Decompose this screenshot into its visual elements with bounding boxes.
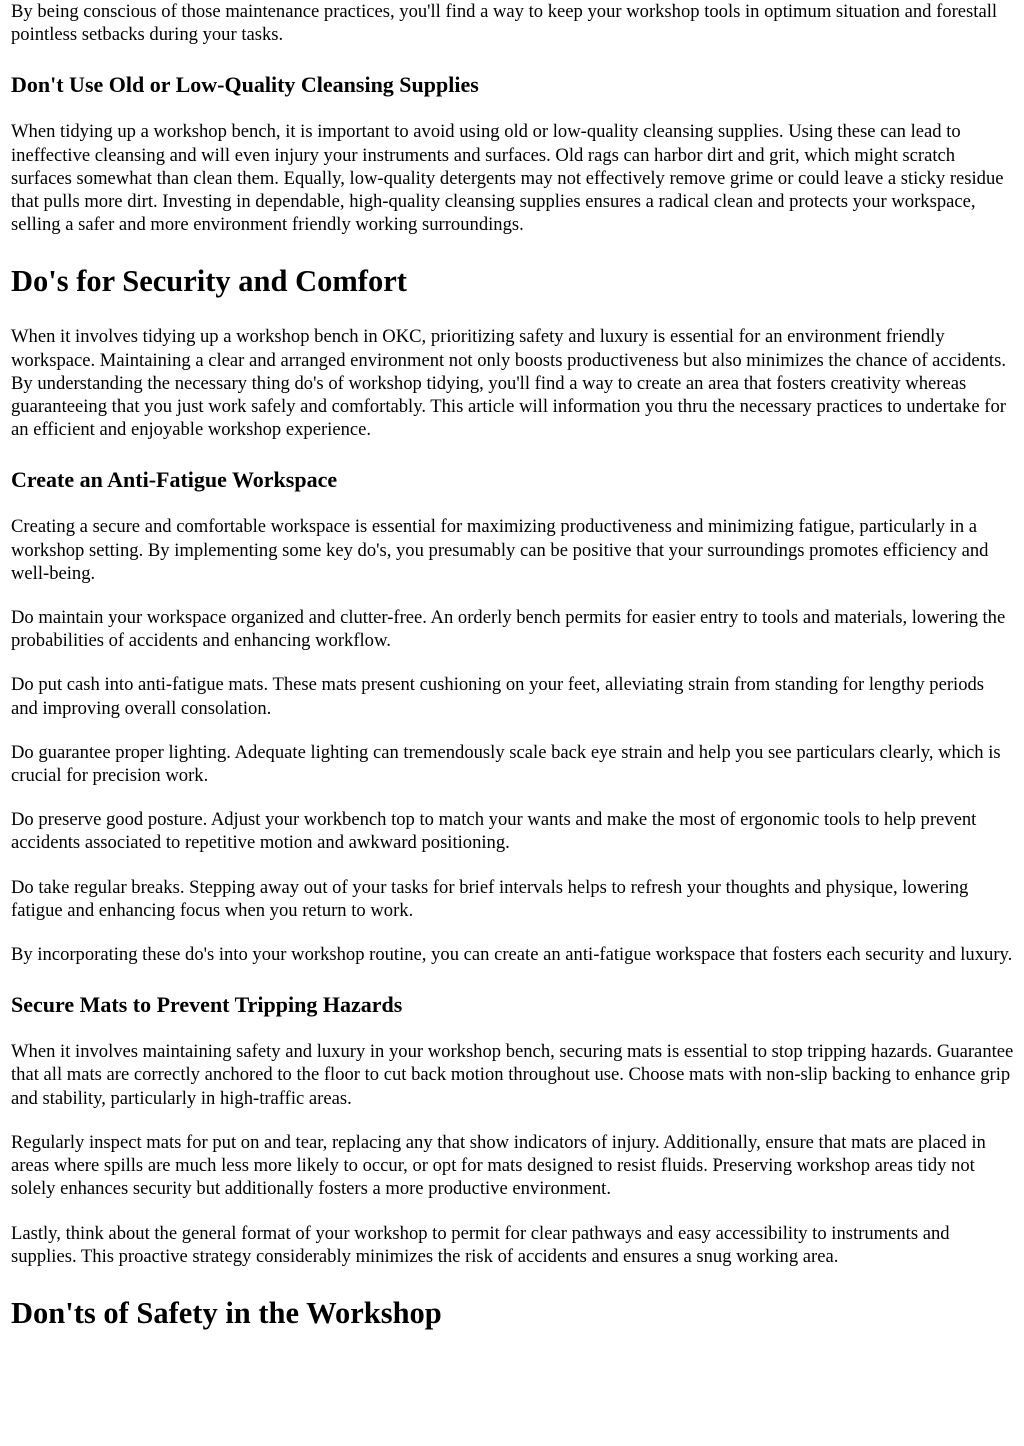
paragraph-anti-fatigue-conclusion: By incorporating these do's into your workshop routine, you can create an anti-fatigue workspace that fosters each security and luxury. [11, 944, 1013, 966]
paragraph-anti-fatigue-intro: Creating a secure and comfortable workspace is essential for maximizing productiveness and minimizing fatigue, particularly in a workshop setting. By implementing some key do's, you presumably can be positive that your surroundings promotes efficiency and well-being. [11, 516, 989, 584]
paragraph-regular-breaks: Do take regular breaks. Stepping away out of your tasks for brief intervals helps to refresh your thoughts and physique, lowering fatigue and enhancing focus when you return to work. [11, 876, 969, 921]
heading-anti-fatigue-workspace: Create an Anti-Fatigue Workspace [11, 467, 338, 493]
paragraph-securing-mats: When it involves maintaining safety and luxury in your workshop bench, securing mats is essential to stop tripping hazards. Guarantee that all mats are correctly anchored to the floor to cut back motion throughout use. Choose mats with non-slip backing to enhance grip and stability, particularly in high-traffic areas. [11, 1041, 1014, 1109]
heading-old-cleansing-supplies: Don't Use Old or Low-Quality Cleansing Supplies [11, 72, 479, 98]
paragraph-maintenance-conclusion: By being conscious of those maintenance practices, you'll find a way to keep your workshop tools in optimum situation and forestall pointless setbacks during your tasks. [11, 1, 998, 46]
paragraph-anti-fatigue-mats: Do put cash into anti-fatigue mats. These mats present cushioning on your feet, alleviating strain from standing for lengthy periods and improving overall consolation. [11, 674, 985, 719]
paragraph-proper-lighting: Do guarantee proper lighting. Adequate lighting can tremendously scale back eye strain and help you see particulars clearly, which is crucial for precision work. [11, 741, 1001, 787]
paragraph-organized-workspace: Do maintain your workspace organized and clutter-free. An orderly bench permits for easier entry to tools and materials, lowering the probabilities of accidents and enhancing workflow. [11, 607, 1006, 652]
paragraph-cleansing-supplies: When tidying up a workshop bench, it is important to avoid using old or low-quality cleansing supplies. Using these can lead to ineffective cleansing and will even injury your instruments and surfaces. Old rags can harbor dirt and grit, which might scratch surfaces somewhat than clean them. Equally, low-quality detergents may not effectively remove grime or could leave a sticky residue that pulls more dirt. Investing in dependable, high-quality cleansing supplies ensures a radical clean and protects your workspace, selling a safer and more environment friendly working surroundings. [11, 121, 1004, 236]
paragraph-good-posture: Do preserve good posture. Adjust your workbench top to match your wants and make the most of ergonomic tools to help prevent accidents associated to repetitive motion and awkward positioning. [11, 809, 977, 854]
paragraph-workshop-format: Lastly, think about the general format of your workshop to permit for clear pathways and easy accessibility to instruments and supplies. This proactive strategy considerably minimizes the risk of accidents and ensures a snug working area. [11, 1222, 950, 1267]
heading-dos-security-comfort: Do's for Security and Comfort [11, 264, 407, 299]
paragraph-inspect-mats: Regularly inspect mats for put on and tear, replacing any that show indicators of injury. Additionally, ensure that mats are placed in areas where spills are much less more likely to occur, or opt for mats designed to resist fluids. Preserving workshop areas tidy not solely enhances security but additionally fosters a more productive environment. [11, 1131, 986, 1200]
heading-donts-safety: Don'ts of Safety in the Workshop [11, 1295, 442, 1330]
paragraph-dos-intro: When it involves tidying up a workshop bench in OKC, prioritizing safety and luxury is essential for an environment friendly workspace. Maintaining a clear and arranged environment not only boosts productiveness but also minimizes the chance of accidents. By understanding the necessary thing do's of workshop tidying, you'll find a way to create an area that fosters creativity whereas guaranteeing that you just work safely and comfortably. This article will information you thru the necessary practices to undertake for an efficient and enjoyable workshop experience. [11, 326, 1006, 441]
heading-secure-mats: Secure Mats to Prevent Tripping Hazards [11, 992, 403, 1018]
